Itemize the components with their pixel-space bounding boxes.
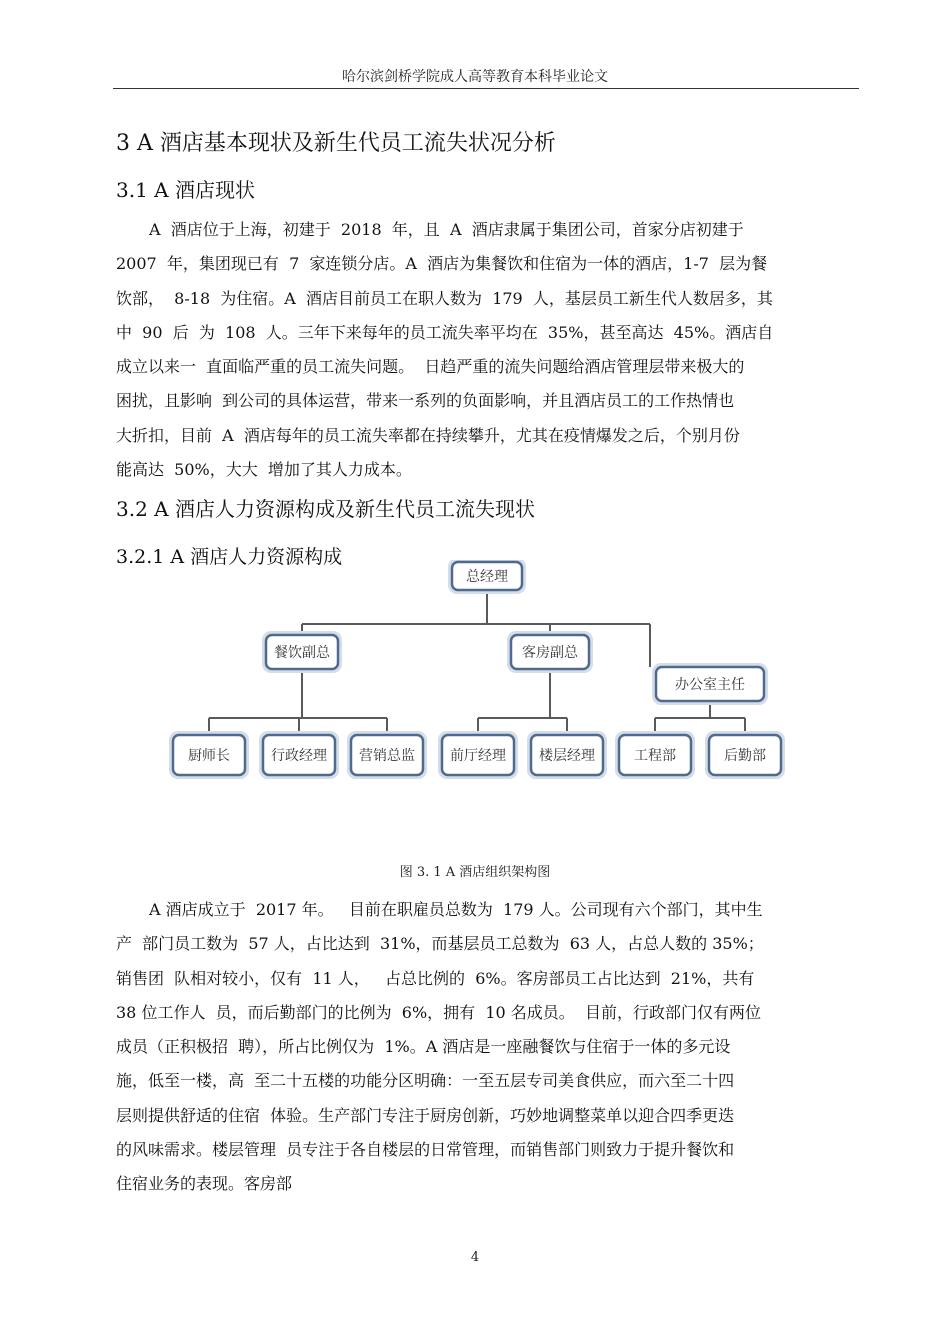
text-line: A 酒店成立于 2017 年。 目前在职雇员总数为 179 人。公司现有六个部门，其中生 [149, 900, 763, 919]
text-line: 的风味需求。楼层管理 员专注于各自楼层的日常管理，而销售部门则致力于提升餐饮和 [116, 1140, 735, 1160]
org-node-department [615, 731, 695, 779]
org-node-dining-vp [262, 631, 342, 673]
org-chart-nodes [169, 560, 785, 779]
org-node-department [347, 731, 427, 779]
text-line: 2007 年，集团现已有 7 家连锁分店。A 酒店为集餐饮和住宿为一体的酒店，1-7 层为餐 [116, 254, 768, 274]
text-line: 销售团 队相对较小，仅有 11 人， 占总比例的 6%。客房部员工占比达到 21%，共有 [116, 968, 755, 988]
text-line: 成员（正积极招 聘），所占比例仅为 1%。A 酒店是一座融餐饮与住宿于一体的多元设 [116, 1037, 731, 1057]
subsubsection-heading-3-2-1: 3.2.1 A 酒店人力资源构成 [116, 546, 343, 568]
page-number: 4 [470, 1250, 480, 1265]
figure-caption: 图 3. 1 A 酒店组织架构图 [399, 865, 551, 880]
text-line: 困扰，且影响 到公司的具体运营，带来一系列的负面影响，并且酒店员工的工作热情也 [116, 391, 735, 411]
node-label: 餐饮副总 [274, 645, 330, 661]
text-line: 能高达 50%，大大 增加了其人力成本。 [116, 460, 412, 480]
node-label: 总经理 [466, 569, 508, 585]
paragraph-hr-composition [116, 893, 860, 1202]
subsection-heading-3-2: 3.2 A 酒店人力资源构成及新生代员工流失现状 [116, 497, 535, 521]
text-line: A 酒店位于上海，初建于 2018 年，且 A 酒店隶属于集团公司，首家分店初建于 [149, 220, 744, 239]
text-line: 大折扣，目前 A 酒店每年的员工流失率都在持续攀升，尤其在疫情爆发之后，个别月份 [116, 425, 740, 445]
node-label: 行政经理 [271, 748, 327, 764]
node-label: 营销总监 [359, 748, 415, 764]
text-line: 住宿业务的表现。客房部 [116, 1174, 293, 1194]
text-line: 38 位工作人 员，而后勤部门的比例为 6%，拥有 10 名成员。 目前，行政部门仅有两位 [116, 1002, 761, 1022]
org-chart [0, 560, 950, 790]
text-line: 层则提供舒适的住宿 体验。生产部门专注于厨房创新，巧妙地调整菜单以迎合四季更迭 [116, 1105, 735, 1125]
org-node-department [259, 731, 339, 779]
node-label: 前厅经理 [450, 748, 506, 764]
org-node-department [169, 731, 249, 779]
org-node-office-director [652, 663, 768, 705]
text-line: 施，低至一楼，高 至二十五楼的功能分区明确：一至五层专司美食供应，而六至二十四 [116, 1071, 735, 1091]
subsection-heading-3-1: 3.1 A 酒店现状 [116, 178, 255, 202]
node-label: 后勤部 [724, 748, 766, 764]
org-node-department [705, 731, 785, 779]
node-label: 客房副总 [522, 645, 578, 661]
org-node-department [438, 731, 518, 779]
text-line: 产 部门员工数为 57 人，占比达到 31%，而基层员工总数为 63 人，占总人数的 35%； [116, 934, 764, 954]
node-label: 工程部 [634, 748, 676, 764]
org-node-rooms-vp [507, 631, 593, 673]
node-label: 楼层经理 [539, 748, 595, 764]
section-heading: 3 A 酒店基本现状及新生代员工流失状况分析 [116, 131, 556, 156]
paragraph-hotel-status [116, 213, 860, 487]
text-line: 成立以来一 直面临严重的员工流失问题。 日趋严重的流失问题给酒店管理层带来极大的 [116, 357, 745, 377]
org-node-general-manager [448, 560, 526, 594]
node-label: 厨师长 [188, 748, 230, 764]
header-title: 哈尔滨剑桥学院成人高等教育本科毕业论文 [342, 69, 608, 85]
header-divider [113, 88, 859, 89]
text-line: 饮部， 8-18 为住宿。A 酒店目前员工在职人数为 179 人，基层员工新生代人数居多，其 [116, 288, 773, 308]
text-line: 中 90 后 为 108 人。三年下来每年的员工流失率平均在 35%，甚至高达 45%。酒店自 [116, 322, 774, 342]
node-label: 办公室主任 [675, 677, 745, 693]
org-node-department [527, 731, 607, 779]
